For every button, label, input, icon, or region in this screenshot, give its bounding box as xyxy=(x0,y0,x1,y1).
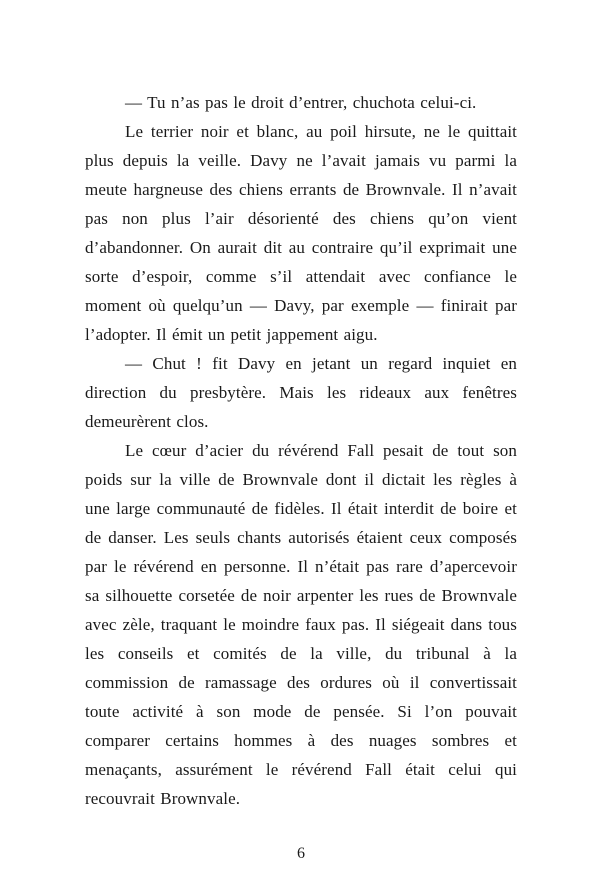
body-text xyxy=(85,88,517,813)
paragraph: — Tu n’as pas le droit d’entrer, chuchota celui-ci. xyxy=(125,93,477,112)
paragraph: — Chut ! fit Davy en jetant un regard inquiet en direction du presbytère. Mais les rideaux aux fenêtres demeurèrent clos. xyxy=(85,354,517,431)
page-footer xyxy=(0,845,602,863)
paragraph: Le cœur d’acier du révérend Fall pesait de tout son poids sur la ville de Brownvale dont il dictait les règles à une large communauté de fidèles. Il était interdit de boire et de danser. Les seuls chants autorisés étaient ceux composés par le révérend en personne. Il n’était pas rare d’apercevoir sa silhouette corsetée de noir arpenter les rues de Brownvale avec zèle, traquant le moindre faux pas. Il siégeait dans tous les conseils et comités de la ville, du tribunal à la commission de ramassage des ordures où il convertissait toute activité à son mode de pensée. Si l’on pouvait comparer certains hommes à des nuages sombres et menaçants, assurément le révérend Fall était celui qui recouvrait Brownvale. xyxy=(85,441,517,808)
page-number: 6 xyxy=(297,845,305,862)
paragraph: Le terrier noir et blanc, au poil hirsute, ne le quittait plus depuis la veille. Davy ne l’avait jamais vu parmi la meute hargneuse des chiens errants de Brownvale. Il n’avait pas non plus l’air désorienté des chiens qu’on vient d’abandonner. On aurait dit au contraire qu’il exprimait une sorte d’espoir, comme s’il attendait avec confiance le moment où quelqu’un — Davy, par exemple — finirait par l’adopter. Il émit un petit jappement aigu. xyxy=(85,122,517,344)
